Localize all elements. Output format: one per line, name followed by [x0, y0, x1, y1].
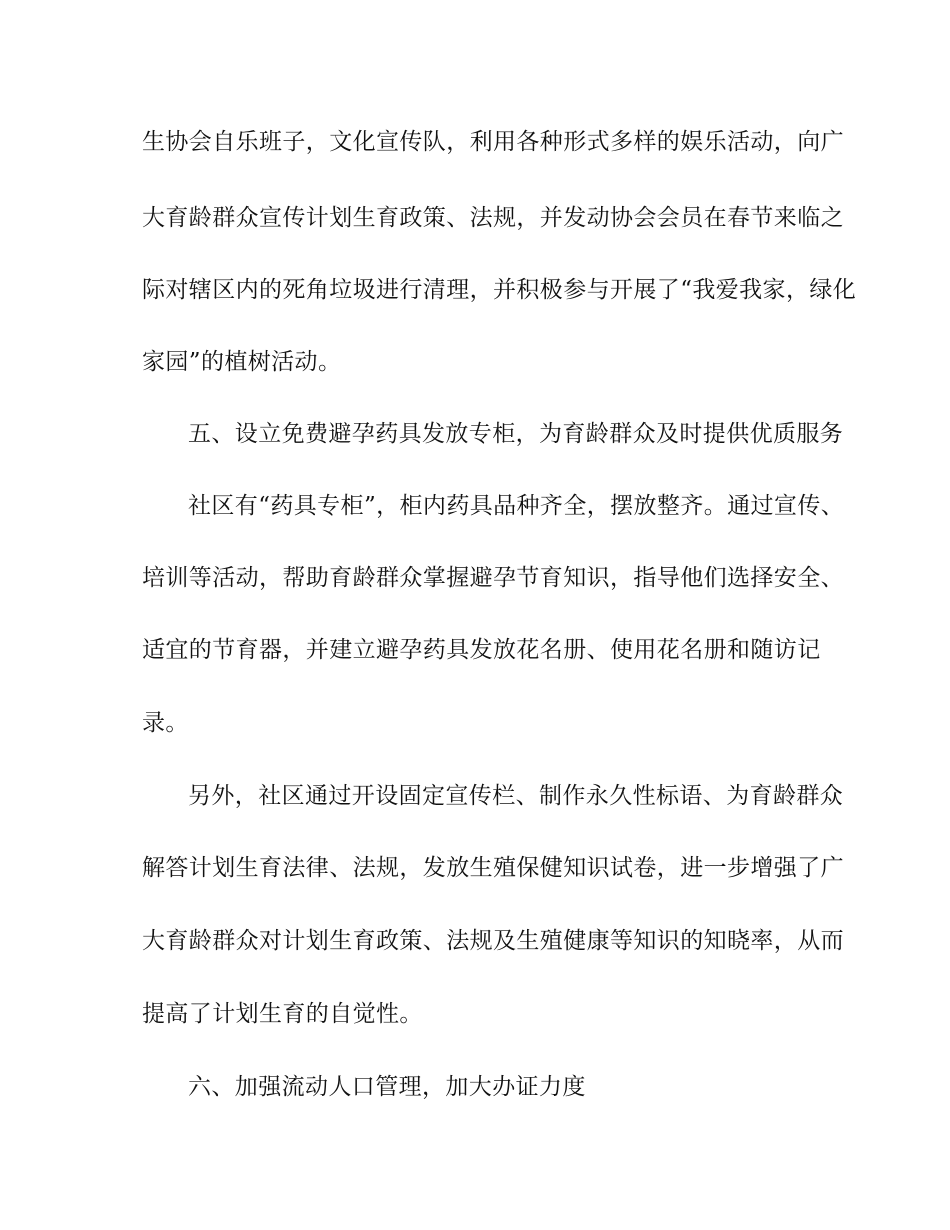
paragraph-line: 生协会自乐班子，文化宣传队，利用各种形式多样的娱乐活动，向广: [142, 129, 844, 155]
paragraph-line: 家园”的植树活动。: [142, 349, 342, 375]
paragraph-line: 大育龄群众对计划生育政策、法规及生殖健康等知识的知晓率，从而: [142, 928, 844, 954]
paragraph-line: 大育龄群众宣传计划生育政策、法规，并发动协会会员在春节来临之: [142, 205, 844, 231]
paragraph-line: 提高了计划生育的自觉性。: [142, 1001, 423, 1027]
paragraph-line: 社区有“药具专柜”，柜内药具品种齐全，摆放整齐。通过宣传、: [188, 493, 845, 519]
paragraph-line: 另外，社区通过开设固定宣传栏、制作永久性标语、为育龄群众: [188, 783, 844, 809]
paragraph-line: 适宜的节育器，并建立避孕药具发放花名册、使用花名册和随访记: [142, 637, 821, 663]
paragraph-line: 解答计划生育法律、法规，发放生殖保健知识试卷，进一步增强了广: [142, 855, 844, 881]
paragraph-line: 际对辖区内的死角垃圾进行清理，并积极参与开展了“我爱我家，绿化: [142, 277, 857, 303]
section-heading: 五、设立免费避孕药具发放专柜，为育龄群众及时提供优质服务: [188, 421, 844, 447]
paragraph-line: 培训等活动，帮助育龄群众掌握避孕节育知识，指导他们选择安全、: [142, 565, 844, 591]
section-heading: 六、加强流动人口管理，加大办证力度: [188, 1074, 586, 1100]
paragraph-line: 录。: [142, 710, 189, 736]
